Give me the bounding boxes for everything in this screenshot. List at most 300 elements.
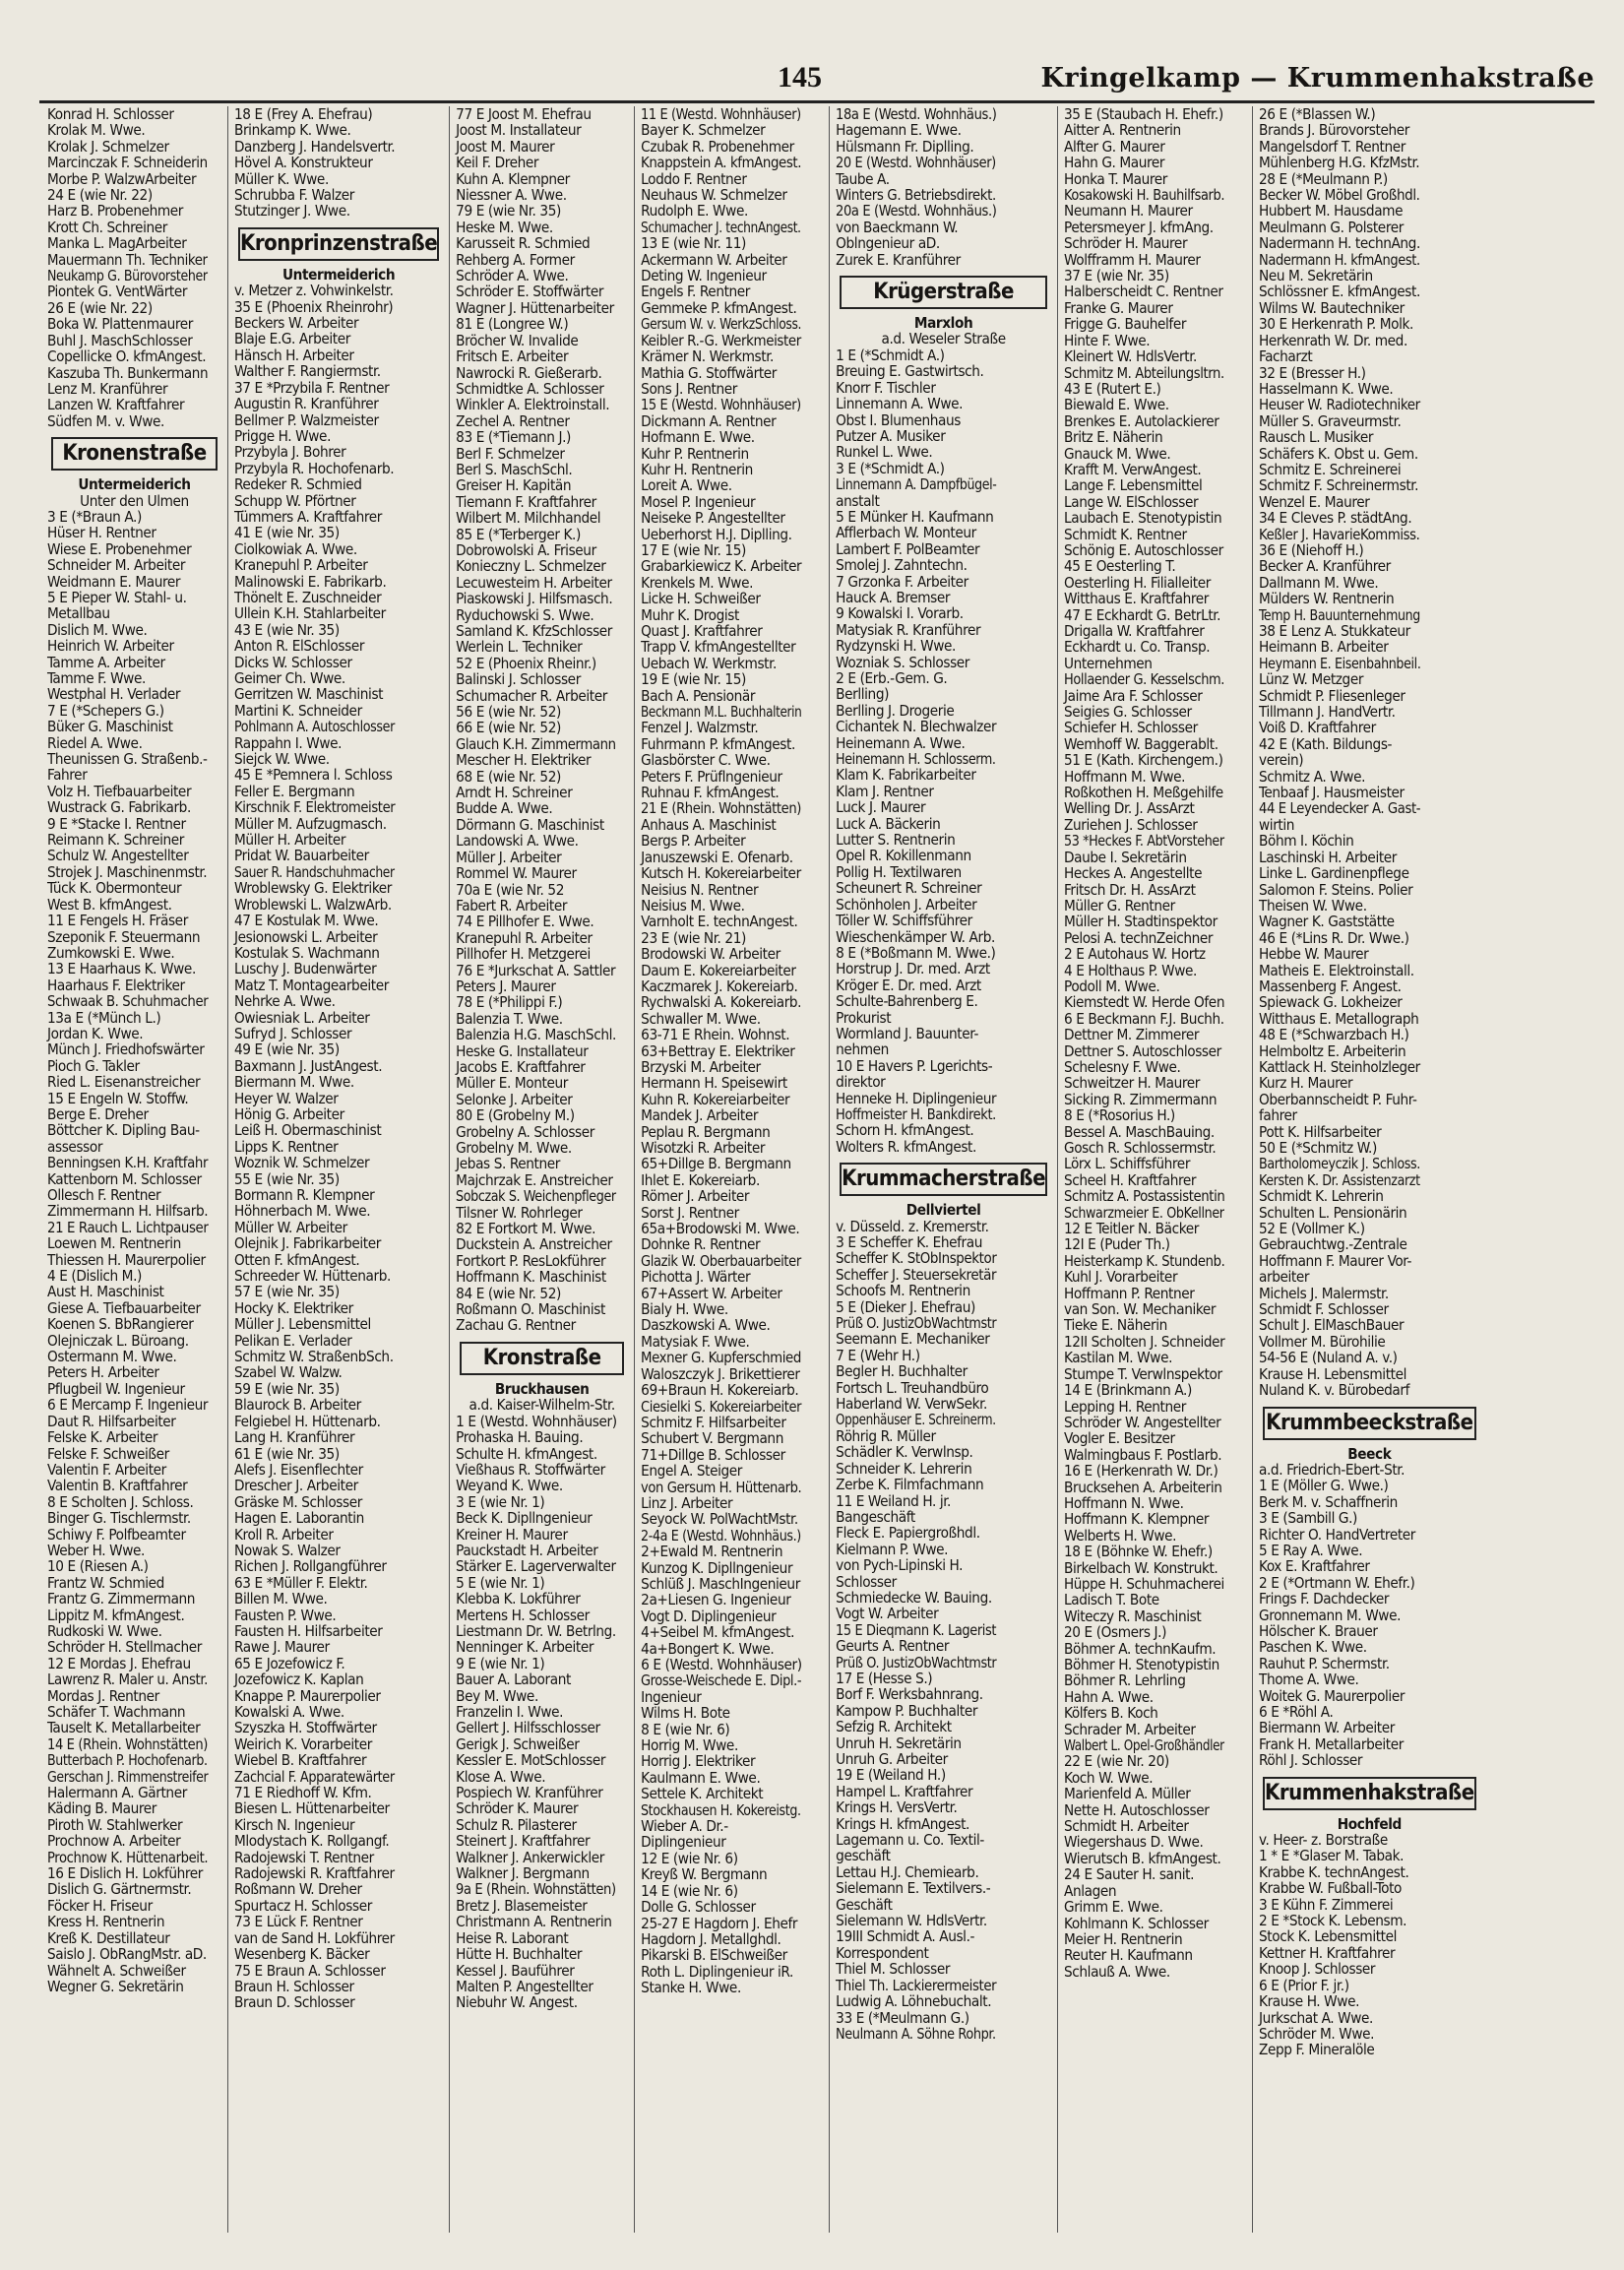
directory-entry: Rawe J. Maurer	[234, 1638, 330, 1657]
directory-entry: Fritsch E. Arbeiter	[456, 347, 569, 366]
directory-entry: Gerritzen W. Maschinist	[234, 685, 384, 704]
directory-entry: Szyszka H. Stoffwärter	[234, 1719, 377, 1737]
directory-entry: Seigies G. Schlosser	[1064, 703, 1192, 722]
directory-entry: Rauhut P. Schermstr.	[1259, 1654, 1390, 1672]
directory-entry: Frigge G. Bauhelfer	[1064, 315, 1187, 334]
directory-entry: a.d. Friedrich-Ebert-Str.	[1259, 1460, 1405, 1479]
directory-entry: Roßkothen H. Meßgehilfe	[1064, 784, 1223, 802]
directory-entry: Mosel P. Ingenieur	[641, 492, 756, 511]
directory-entry: Anton R. ElSchlosser	[234, 637, 365, 656]
directory-column	[1253, 106, 1486, 2233]
directory-entry: Sorst J. Rentner	[641, 1203, 739, 1222]
directory-entry: Nenninger K. Arbeiter	[456, 1638, 594, 1657]
directory-entry: Prigge H. Wwe.	[234, 426, 332, 445]
directory-entry: Bretz J. Blasemeister	[456, 1896, 588, 1915]
directory-entry: Schmitz W. StraßenbSch.	[234, 1348, 394, 1366]
directory-entry: Fahrer	[47, 766, 88, 785]
directory-entry: 12 E Teitler N. Bäcker	[1064, 1220, 1199, 1238]
directory-entry: 12I E (Puder Th.)	[1064, 1235, 1170, 1254]
directory-entry: Boka W. Plattenmaurer	[47, 315, 193, 334]
directory-entry: 52 E (Vollmer K.)	[1259, 1220, 1365, 1238]
directory-entry: Felske F. Schweißer	[47, 1444, 169, 1463]
directory-entry: Giese A. Tiefbauarbeiter	[47, 1298, 201, 1317]
directory-entry: Kampow P. Buchhalter	[836, 1701, 978, 1720]
directory-entry: Pichotta J. Wärter	[641, 1268, 751, 1287]
directory-entry: 8 E Scholten J. Schloss.	[47, 1492, 194, 1511]
directory-entry: 3 E (Sambill G.)	[1259, 1509, 1357, 1528]
directory-entry: 13 E Haarhaus K. Wwe.	[47, 960, 196, 978]
directory-entry: 82 E Fortkort M. Wwe.	[456, 1220, 596, 1238]
directory-entry: Thiessen H. Maurerpolier	[47, 1250, 206, 1269]
directory-entry: Oesterling H. Filialleiter	[1064, 573, 1211, 592]
directory-entry: 14 E (Rhein. Wohnstätten)	[47, 1734, 209, 1753]
directory-entry: Wolters R. kfmAngest.	[836, 1137, 976, 1156]
directory-entry: Greiser H. Kapitän	[456, 476, 572, 495]
directory-entry: Kutsch H. Kokereiarbeiter	[641, 864, 801, 883]
directory-entry: Pohlmann A. Autoschlosser	[234, 718, 395, 736]
directory-entry: Ciolkowiak A. Wwe.	[234, 539, 357, 558]
directory-entry: Dettner S. Autoschlosser	[1064, 1041, 1221, 1060]
directory-entry: Taube A.	[836, 169, 890, 188]
directory-entry: Weyand K. Wwe.	[456, 1477, 563, 1495]
directory-entry: Klam J. Rentner	[836, 782, 934, 800]
directory-entry: Lipps K. Rentner	[234, 1137, 339, 1156]
directory-entry: Vogt W. Arbeiter	[836, 1605, 939, 1623]
directory-entry: Dislich M. Wwe.	[47, 620, 148, 639]
directory-entry: 41 E (wie Nr. 35)	[234, 524, 340, 542]
directory-entry: 75 E Braun A. Schlosser	[234, 1961, 386, 1980]
directory-entry: Braun H. Schlosser	[234, 1977, 354, 1995]
directory-entry: 8 E (wie Nr. 6)	[641, 1720, 730, 1738]
directory-entry: 3 E (*Schmidt A.)	[836, 459, 945, 477]
directory-entry: Piaskowski J. Hilfsmasch.	[456, 590, 613, 608]
directory-entry: Bartholomeyczik J. Schloss.	[1259, 1155, 1420, 1173]
directory-entry: 19III Schmidt A. Ausl.-	[836, 1927, 975, 1946]
directory-entry: Matheis E. Elektroinstall.	[1259, 961, 1414, 979]
directory-entry: Sielemann E. Textilvers.-	[836, 1879, 991, 1898]
directory-entry: Drescher J. Arbeiter	[234, 1477, 358, 1495]
directory-entry: Bey M. Wwe.	[456, 1686, 538, 1705]
directory-entry: Münch J. Friedhofswärter	[47, 1040, 205, 1059]
directory-entry: Berlling J. Drogerie	[836, 701, 955, 720]
directory-entry: 78 E (*Philippi F.)	[456, 993, 563, 1012]
directory-entry: 45 E *Pemnera l. Schloss	[234, 766, 393, 785]
directory-entry: 17 E (Hesse S.)	[836, 1669, 933, 1687]
directory-entry: Krings H. VersVertr.	[836, 1798, 958, 1817]
directory-entry: Joost M. Maurer	[456, 137, 555, 156]
directory-entry: Gellert J. Hilfsschlosser	[456, 1719, 600, 1737]
directory-entry: Frantz W. Schmied	[47, 1573, 164, 1592]
directory-entry: v. Metzer z. Vohwinkelstr.	[234, 282, 394, 300]
directory-entry: Wisotzki R. Arbeiter	[641, 1139, 766, 1157]
directory-entry: Unruh G. Arbeiter	[836, 1750, 948, 1768]
directory-entry: 15 E Dieqmann K. Lagerist	[836, 1620, 997, 1639]
directory-entry: Rudolph E. Wwe.	[641, 202, 748, 221]
directory-entry: Tilsner W. Rohrleger	[456, 1203, 583, 1222]
directory-entry: 5 E (wie Nr. 1)	[456, 1573, 545, 1592]
directory-entry: Schlosser	[836, 1572, 897, 1591]
directory-entry: Roßmann O. Maschinist	[456, 1300, 605, 1319]
directory-entry: 30 E Herkenrath P. Molk.	[1259, 315, 1413, 334]
directory-entry: 66 E (wie Nr. 52)	[456, 719, 561, 737]
directory-entry: Dörmann G. Maschinist	[456, 815, 604, 834]
directory-entry: Kirsch N. Ingenieur	[234, 1815, 355, 1834]
directory-entry: Lörx L. Schiffsführer	[1064, 1155, 1191, 1173]
directory-entry: von Gersum H. Hüttenarb.	[641, 1478, 802, 1496]
directory-entry: Neiseke P. Angestellter	[641, 509, 785, 528]
directory-entry: Theunissen G. Straßenb.-	[47, 750, 208, 769]
directory-entry: Loddo F. Rentner	[641, 169, 747, 188]
directory-entry: Lange F. Lebensmittel	[1064, 476, 1203, 495]
directory-entry: Töller W. Schiffsführer	[836, 912, 972, 930]
directory-entry: Pelosi A. technZeichner	[1064, 928, 1214, 947]
directory-entry: Rydzynski H. Wwe.	[836, 637, 956, 656]
directory-entry: Samland K. KfzSchlosser	[456, 622, 613, 640]
directory-entry: Wustrack G. Fabrikarb.	[47, 798, 191, 817]
directory-entry: Ladisch T. Bote	[1064, 1591, 1159, 1609]
directory-entry: Büker G. Maschinist	[47, 718, 173, 736]
directory-entry: Kaulmann E. Wwe.	[641, 1768, 761, 1787]
directory-entry: Knorr F. Tischler	[836, 378, 936, 397]
directory-entry: Mühlenberg H.G. KfzMstr.	[1259, 154, 1420, 172]
directory-entry: 68 E (wie Nr. 52)	[456, 767, 561, 786]
directory-entry: Westphal H. Verlader	[47, 685, 181, 704]
directory-entry: 20a E (Westd. Wohnhäus.)	[836, 202, 997, 221]
directory-entry: 73 E Lück F. Rentner	[234, 1913, 363, 1931]
directory-entry: Valentin F. Arbeiter	[47, 1460, 166, 1479]
directory-entry: Birkelbach W. Konstrukt.	[1064, 1558, 1218, 1577]
directory-entry: 49 E (wie Nr. 35)	[234, 1040, 340, 1059]
directory-entry: Dislich G. Gärtnermstr.	[47, 1880, 192, 1899]
directory-entry: 25-27 E Hagdorn J. Ehefr	[641, 1914, 798, 1932]
directory-entry: Hofmann E. Wwe.	[641, 428, 755, 447]
directory-entry: Heske G. Installateur	[456, 1041, 589, 1060]
directory-entry: Schmitz A. Wwe.	[1259, 767, 1366, 786]
directory-entry: Piontek G. VentWärter	[47, 283, 188, 301]
directory-entry: Afflerbach W. Monteur	[836, 524, 976, 542]
directory-entry: Tenbaaf J. Hausmeister	[1259, 784, 1405, 802]
directory-entry: 3 E (wie Nr. 1)	[456, 1492, 545, 1511]
directory-entry: 51 E (Kath. Kirchengem.)	[1064, 751, 1223, 770]
directory-entry: Ackermann W. Arbeiter	[641, 250, 787, 269]
directory-entry: Föcker H. Friseur	[47, 1896, 153, 1915]
directory-entry: Bergs P. Arbeiter	[641, 832, 746, 851]
directory-entry: Danzberg J. Handelsvertr.	[234, 137, 396, 156]
directory-entry: Anhaus A. Maschinist	[641, 815, 777, 834]
directory-entry: 21 E Rauch L. Lichtpauser	[47, 1218, 209, 1236]
directory-entry: West B. kfmAngest.	[47, 895, 172, 914]
directory-entry: Krenkels M. Wwe.	[641, 573, 754, 592]
directory-entry: Sufryd J. Schlosser	[234, 1024, 352, 1042]
directory-entry: Dettner M. Zimmerer	[1064, 1026, 1200, 1044]
directory-entry: von Baeckmann W.	[836, 218, 959, 236]
directory-entry: Lagemann u. Co. Textil-	[836, 1831, 984, 1850]
directory-entry: Glazik W. Oberbauarbeiter	[641, 1251, 802, 1270]
directory-entry: Ullein K.H. Stahlarbeiter	[234, 604, 386, 623]
directory-entry: Schröder A. Wwe.	[456, 267, 569, 285]
directory-entry: Krabbe K. technAngest.	[1259, 1862, 1409, 1881]
directory-entry: 69+Braun H. Kokereiarb.	[641, 1381, 799, 1400]
directory-entry: 2+Ewald M. Rentnerin	[641, 1543, 783, 1561]
directory-entry: Kunzog K. Dipllngenieur	[641, 1558, 793, 1577]
directory-entry: Wormland J. Bauunter-	[836, 1024, 979, 1042]
directory-entry: Hänsch H. Arbeiter	[234, 346, 354, 364]
directory-entry: Heisterkamp K. Stundenb.	[1064, 1251, 1225, 1270]
directory-entry: von Pych-Lipinski H.	[836, 1556, 964, 1575]
directory-entry: Fritsch Dr. H. AssArzt	[1064, 880, 1196, 899]
directory-entry: 43 E (Rutert E.)	[1064, 379, 1161, 398]
directory-entry: Gronnemann M. Wwe.	[1259, 1606, 1402, 1624]
directory-entry: Mescher H. Elektriker	[456, 751, 592, 770]
directory-entry: Liestmann Dr. W. Betrlng.	[456, 1621, 616, 1640]
directory-entry: 6 E Beckmann F.J. Buchh.	[1064, 1009, 1224, 1028]
directory-entry: Hasselmann K. Wwe.	[1259, 379, 1394, 398]
directory-entry: Kohlmann K. Schlosser	[1064, 1914, 1209, 1932]
directory-entry: Witthaus E. Metallograph	[1259, 1009, 1419, 1028]
directory-entry: Haberland W. VerwSekr.	[836, 1395, 987, 1414]
directory-entry: Sobczak S. Weichenpfleger	[456, 1187, 616, 1206]
directory-entry: Pioch G. Takler	[47, 1056, 140, 1075]
directory-entry: 3 E Scheffer K. Ehefrau	[836, 1233, 982, 1251]
directory-entry: Neulmann A. Söhne Rohpr.	[836, 2024, 996, 2043]
street-heading: Kronenstraße	[51, 437, 218, 471]
directory-entry: Olejniczak L. Büroang.	[47, 1331, 189, 1350]
directory-entry: Becker W. Möbel Großhdl.	[1259, 186, 1420, 205]
directory-entry: Schlüß J. MaschIngenieur	[641, 1574, 800, 1593]
directory-entry: 15 E Engeln W. Stoffw.	[47, 1089, 189, 1107]
directory-entry: Gebrauchtwg.-Zentrale	[1259, 1235, 1407, 1254]
directory-entry: Voiß D. Kraftfahrer	[1259, 719, 1376, 737]
directory-entry: Wegner G. Sekretärin	[47, 1977, 184, 1995]
directory-entry: Kettner H. Kraftfahrer	[1259, 1943, 1396, 1962]
directory-entry: wirtin	[1259, 815, 1295, 834]
directory-entry: Hermann H. Speisewirt	[641, 1074, 787, 1093]
directory-entry: Arndt H. Schreiner	[456, 784, 573, 802]
directory-entry: Schmidt K. Lehrerin	[1259, 1187, 1384, 1206]
directory-entry: 48 E (*Schwarzbach H.)	[1259, 1026, 1409, 1044]
directory-entry: 18 E (Böhnke W. Ehefr.)	[1064, 1543, 1213, 1561]
directory-entry: 7 E (Wehr H.)	[836, 1346, 920, 1364]
directory-entry: Haarhaus F. Elektriker	[47, 976, 185, 994]
directory-entry: Matysiak R. Kranführer	[836, 620, 981, 639]
directory-entry: Spurtacz H. Schlosser	[234, 1896, 372, 1915]
district-label: a.d. Kaiser-Wilhelm-Str.	[468, 1396, 615, 1415]
directory-entry: Dickmann A. Rentner	[641, 411, 777, 430]
directory-entry: 67+Assert W. Arbeiter	[641, 1284, 782, 1302]
directory-entry: 76 E *Jurkschat A. Sattler	[456, 961, 616, 979]
directory-entry: Gersum W. v. WerkzSchloss.	[641, 315, 802, 334]
directory-entry: Knappe P. Maurerpolier	[234, 1686, 381, 1705]
directory-entry: Gerschan J. Rimmenstreifer	[47, 1767, 209, 1786]
directory-entry: Müller J. Arbeiter	[456, 848, 562, 866]
directory-entry: Heinemann A. Wwe.	[836, 733, 966, 752]
directory-entry: 34 E Cleves P. städtAng.	[1259, 509, 1412, 528]
district-label: Dellviertel	[906, 1201, 981, 1220]
directory-entry: Copellicke O. kfmAngest.	[47, 347, 207, 366]
directory-entry: 18 E (Frey A. Ehefrau)	[234, 105, 373, 123]
directory-entry: Halberscheidt C. Rentner	[1064, 283, 1223, 301]
directory-entry: Pott K. Hilfsarbeiter	[1259, 1122, 1382, 1141]
directory-entry: Kuhr P. Rentnerin	[641, 444, 749, 463]
directory-entry: Pauckstadt H. Arbeiter	[456, 1541, 598, 1559]
directory-entry: Horstrup J. Dr. med. Arzt	[836, 960, 990, 978]
directory-entry: Henneke H. Diplingenieur	[836, 1089, 997, 1107]
directory-entry: 6 E Mercamp F. Ingenieur	[47, 1396, 209, 1415]
directory-entry: Hoffmann K. Klempner	[1064, 1510, 1210, 1529]
directory-entry: 4a+Bongert K. Wwe.	[641, 1639, 775, 1658]
directory-entry: Deting W. Ingenieur	[641, 267, 767, 285]
directory-entry: Alefs J. Eisenflechter	[234, 1460, 363, 1479]
directory-entry: Krabbe W. Fußball-Toto	[1259, 1879, 1403, 1898]
directory-entry: Thönelt E. Zuschneider	[234, 588, 382, 606]
directory-entry: 11 E Fengels H. Fräser	[47, 912, 188, 930]
directory-entry: Balenzia T. Wwe.	[456, 1009, 563, 1028]
directory-entry: Schreeder W. Hüttenarb.	[234, 1267, 391, 1286]
directory-entry: Horrig J. Elektriker	[641, 1752, 756, 1771]
directory-entry: Mülders W. Rentnerin	[1259, 590, 1395, 608]
directory-entry: Kersten K. Dr. Assistenzarzt	[1259, 1170, 1420, 1189]
directory-entry: Geurts A. Rentner	[836, 1637, 950, 1656]
directory-entry: Ueberhorst H.J. Diplling.	[641, 525, 792, 543]
directory-entry: Nette H. Autoschlosser	[1064, 1800, 1210, 1819]
directory-entry: Tümmers A. Kraftfahrer	[234, 507, 382, 526]
directory-entry: Theisen W. Wwe.	[1259, 896, 1367, 914]
directory-entry: Begler H. Buchhalter	[836, 1362, 968, 1381]
directory-entry: Szeponik F. Steuermann	[47, 927, 201, 946]
directory-entry: Walmingbaus F. Postlarb.	[1064, 1445, 1222, 1464]
directory-entry: Nuland K. v. Bürobedarf	[1259, 1381, 1409, 1400]
directory-entry: Siejck W. Wwe.	[234, 750, 330, 769]
directory-entry: 79 E (wie Nr. 35)	[456, 202, 561, 221]
directory-entry: Kaszuba Th. Bunkermann	[47, 363, 209, 382]
directory-entry: Hagen E. Laborantin	[234, 1509, 364, 1528]
directory-entry: Franzelin I. Wwe.	[456, 1703, 564, 1721]
directory-entry: Nowak S. Walzer	[234, 1541, 341, 1559]
directory-entry: Lawrenz R. Maler u. Anstr.	[47, 1671, 208, 1689]
directory-entry: 81 E (Longree W.)	[456, 315, 569, 334]
directory-entry: Bayer K. Schmelzer	[641, 121, 766, 140]
directory-entry: Trapp V. kfmAngestellter	[641, 638, 796, 657]
street-heading: Krummbeeckstraße	[1263, 1407, 1476, 1440]
directory-entry: Schiefer H. Schlosser	[1064, 719, 1198, 737]
directory-entry: Neumann H. Maurer	[1064, 202, 1193, 221]
directory-entry: Mangelsdorf T. Rentner	[1259, 137, 1405, 156]
directory-entry: Wiebel B. Kraftfahrer	[234, 1751, 367, 1770]
directory-entry: assessor	[47, 1137, 103, 1156]
directory-entry: 4 E Holthaus P. Wwe.	[1064, 961, 1197, 979]
directory-entry: Mordas J. Rentner	[47, 1686, 159, 1705]
directory-entry: Sielemann W. HdlsVertr.	[836, 1912, 987, 1930]
directory-entry: Stärker E. Lagerverwalter	[456, 1557, 616, 1576]
directory-entry: Prohaska H. Bauing.	[456, 1428, 584, 1447]
directory-entry: Dohnke R. Rentner	[641, 1235, 761, 1254]
directory-entry: Mauermann Th. Techniker	[47, 250, 208, 269]
directory-entry: Jurkschat A. Wwe.	[1259, 2008, 1373, 2027]
directory-entry: Kowalski A. Wwe.	[234, 1703, 344, 1721]
directory-entry: Berlling)	[836, 685, 890, 704]
directory-entry: Runkel L. Wwe.	[836, 443, 933, 462]
directory-entry: Wilms W. Bautechniker	[1259, 298, 1405, 317]
directory-entry: Konieczny L. Schmelzer	[456, 557, 606, 576]
district-label: a.d. Weseler Straße	[881, 330, 1006, 348]
directory-entry: Knappstein A. kfmAngest.	[641, 154, 802, 172]
directory-entry: Müller M. Aufzugmasch.	[234, 814, 387, 833]
directory-entry: Braun D. Schlosser	[234, 1993, 355, 2012]
directory-column	[228, 106, 450, 2233]
directory-entry: Nadermann H. technAng.	[1259, 234, 1420, 253]
directory-entry: Müller W. Arbeiter	[234, 1218, 347, 1236]
directory-entry: Wilbert M. Milchhandel	[456, 509, 601, 528]
directory-entry: Jaime Ara F. Schlosser	[1064, 686, 1203, 705]
directory-entry: Thome A. Wwe.	[1259, 1671, 1359, 1689]
directory-entry: Müller G. Rentner	[1064, 896, 1175, 914]
directory-entry: Thiel Th. Lackierermeister	[836, 1976, 997, 1994]
directory-entry: 56 E (wie Nr. 52)	[456, 703, 561, 722]
directory-entry: Wenzel E. Maurer	[1259, 492, 1370, 511]
directory-entry: Ruhnau F. kfmAngest.	[641, 784, 780, 802]
directory-entry: Nadermann H. kfmAngest.	[1259, 250, 1420, 269]
directory-entry: Ried L. Eisenanstreicher	[47, 1073, 201, 1092]
directory-entry: Unternehmen	[1064, 654, 1153, 672]
directory-entry: 61 E (wie Nr. 35)	[234, 1444, 340, 1463]
directory-entry: Tiemann F. Kraftfahrer	[456, 492, 596, 511]
directory-entry: Varnholt E. technAngest.	[641, 913, 798, 931]
directory-entry: Bellmer P. Walzmeister	[234, 410, 379, 429]
directory-entry: Zimmermann H. Hilfsarb.	[47, 1202, 209, 1221]
directory-entry: Zachau G. Rentner	[456, 1316, 576, 1335]
directory-entry: Welling Dr. J. AssArzt	[1064, 799, 1195, 818]
street-heading: Kronstraße	[460, 1342, 624, 1375]
running-head: Kringelkamp — Krummenhakstraße	[1040, 63, 1594, 94]
directory-entry: Matysiak F. Wwe.	[641, 1332, 750, 1351]
directory-entry: Riedel A. Wwe.	[47, 733, 143, 752]
directory-entry: Helmboltz E. Arbeiterin	[1259, 1041, 1406, 1060]
directory-entry: Schädler K. Verwlnsp.	[836, 1443, 973, 1462]
directory-entry: Kreyß W. Bergmann	[641, 1865, 768, 1884]
directory-entry: 65+Dillge B. Bergmann	[641, 1155, 791, 1173]
directory-entry: Olejnik J. Fabrikarbeiter	[234, 1234, 381, 1253]
directory-entry: Walther F. Rangiermstr.	[234, 362, 381, 381]
directory-entry: Malten P. Angestellter	[456, 1977, 593, 1995]
directory-entry: Prochnow A. Arbeiter	[47, 1832, 181, 1851]
directory-entry: 59 E (wie Nr. 35)	[234, 1379, 340, 1398]
district-label: Marxloh	[913, 314, 973, 333]
directory-entry: Hoffmann M. Wwe.	[1064, 767, 1186, 786]
directory-entry: Ciesielki S. Kokereiarbeiter	[641, 1397, 802, 1416]
directory-entry: Oppenhäuser E. Schreinerm.	[836, 1411, 996, 1429]
directory-entry: Lang H. Kranführer	[234, 1428, 355, 1447]
directory-entry: 10 E (Riesen A.)	[47, 1557, 149, 1576]
directory-entry: Uebach W. Werkmstr.	[641, 654, 777, 672]
directory-entry: Kostulak S. Wachmann	[234, 943, 380, 962]
directory-entry: Wähnelt A. Schweißer	[47, 1961, 186, 1980]
directory-entry: Weber H. Wwe.	[47, 1541, 145, 1559]
directory-entry: 5 E Pieper W. Stahl- u.	[47, 588, 187, 606]
directory-entry: Radojewski T. Rentner	[234, 1848, 374, 1866]
directory-entry: Zuriehen J. Schlosser	[1064, 815, 1198, 834]
directory-entry: Heymann E. Eisenbahnbeil.	[1259, 654, 1421, 672]
directory-entry: 55 E (wie Nr. 35)	[234, 1169, 340, 1188]
directory-entry: 14 E (Brinkmann A.)	[1064, 1381, 1192, 1400]
directory-column	[830, 106, 1058, 2233]
directory-entry: Quast J. Kraftfahrer	[641, 622, 763, 640]
directory-entry: Frings F. Dachdecker	[1259, 1590, 1390, 1608]
directory-entry: Tieke E. Näherin	[1064, 1316, 1167, 1335]
directory-entry: Schoofs M. Rentnerin	[836, 1282, 970, 1300]
directory-entry: Halermann A. Gärtner	[47, 1784, 187, 1802]
directory-entry: Radojewski R. Kraftfahrer	[234, 1864, 395, 1883]
directory-entry: Schröder M. Wwe.	[1259, 2024, 1375, 2043]
